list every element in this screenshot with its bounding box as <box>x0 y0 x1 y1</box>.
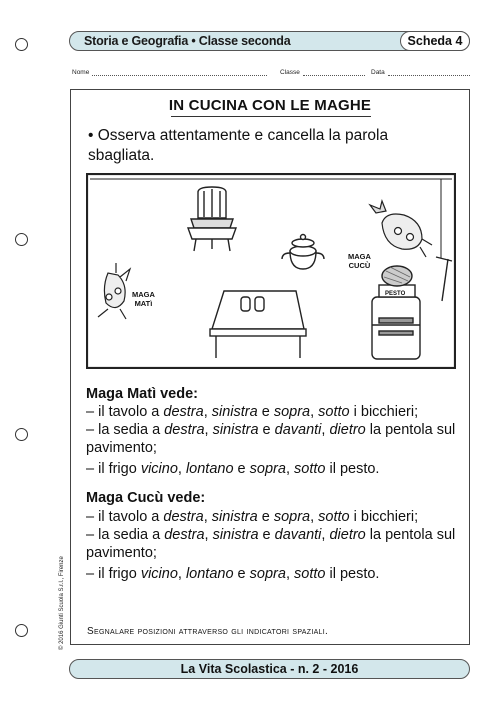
date-field[interactable] <box>371 68 470 76</box>
binder-hole-lower <box>15 428 28 441</box>
binder-hole-top <box>15 38 28 51</box>
binder-hole-upper <box>15 233 28 246</box>
class-label: Classe <box>280 69 300 76</box>
header-bar <box>69 31 470 51</box>
section-cucu-title: Maga Cucù vede: <box>86 490 206 506</box>
sheet-number: Scheda 4 <box>400 31 470 51</box>
date-label: Data <box>371 69 385 76</box>
instruction-text: • Osserva attentamente e cancella la parola sbagliata. <box>88 127 389 164</box>
cucu-line-1: – il tavolo a destra, sinistra e sopra, sotto i bicchieri; <box>86 509 419 525</box>
magazine-footer: La Vita Scolastica - n. 2 - 2016 <box>69 659 470 679</box>
fridge-drawing <box>372 266 420 359</box>
subject-title: Storia e Geografia • Classe seconda <box>84 34 291 48</box>
label-maga-mati: MAGA MATì <box>132 290 155 308</box>
witch-cucu-drawing <box>370 201 432 257</box>
table-drawing <box>210 291 306 358</box>
section-mati-title: Maga Matì vede: <box>86 386 198 402</box>
copyright-credit: © 2016 Giunti Scuola S.r.l., Firenze <box>59 556 65 650</box>
title-underline <box>171 116 371 117</box>
name-field[interactable] <box>72 68 267 76</box>
exercise-title: IN CUCINA CON LE MAGHE <box>168 97 372 114</box>
pot-drawing <box>282 235 324 270</box>
label-pesto-jar: PESTO <box>385 291 406 297</box>
witch-mati-drawing <box>98 263 130 319</box>
kitchen-drawing <box>86 173 456 369</box>
binder-hole-bottom <box>15 624 28 637</box>
objective-note: Segnalare posizioni attraverso gli indicatori spaziali. <box>87 626 329 637</box>
kitchen-illustration <box>86 173 456 369</box>
mati-line-4: – il frigo vicino, lontano e sopra, sotto il pesto. <box>86 461 380 477</box>
mati-line-3: pavimento; <box>86 440 157 456</box>
name-label: Nome <box>72 69 90 76</box>
chair-drawing <box>188 187 236 251</box>
cucu-line-4: – il frigo vicino, lontano e sopra, sotto il pesto. <box>86 566 380 582</box>
label-maga-cucu: MAGA CUCÙ <box>348 252 371 270</box>
broom-drawing <box>436 257 452 301</box>
mati-line-2: – la sedia a destra, sinistra e davanti, dietro la pentola sul <box>86 422 456 438</box>
student-fields <box>72 68 472 80</box>
cucu-line-3: pavimento; <box>86 545 157 561</box>
mati-line-1: – il tavolo a destra, sinistra e sopra, sotto i bicchieri; <box>86 404 419 420</box>
class-field[interactable] <box>280 68 365 76</box>
cucu-line-2: – la sedia a destra, sinistra e davanti, dietro la pentola sul <box>86 527 456 543</box>
